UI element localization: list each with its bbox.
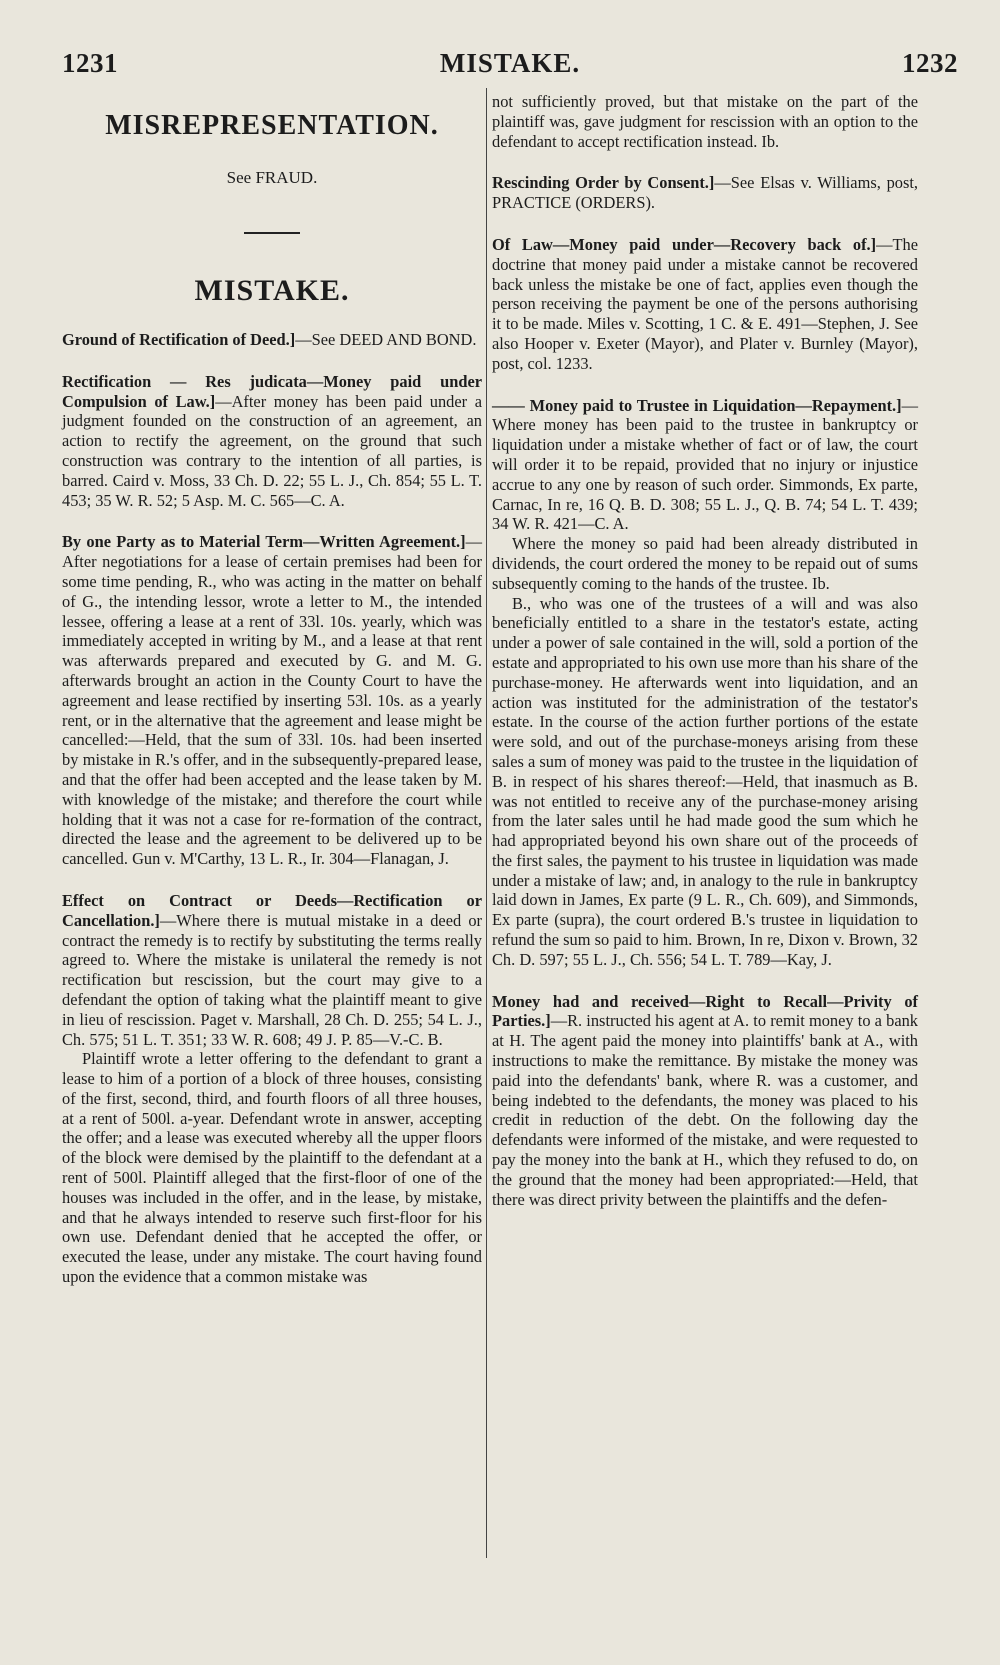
entry-of-law-money-paid	[492, 235, 918, 374]
entry-money-had-and-received	[492, 992, 918, 1210]
entry-heading: Ground of Rectification of Deed.]	[62, 330, 296, 349]
entry-heading: Rescinding Order by Consent.]	[492, 173, 715, 193]
entry-text: —The doctrine that money paid under a mistake cannot be recovered back unless the mistake be one of fact, applies even though the person receiving the payment be one of the persons authorising it to be made. Miles v. Scotting, 1 C. & E. 491—Stephen, J. See also Hooper v. Exeter (Mayor), and Plater v. Burnley (Mayor), post, col. 1233.	[492, 234, 918, 373]
paragraph-continued: not sufficiently proved, but that mistake on the part of the plaintiff was, gave judgment for rescission with an option to the defendant to accept rectification instead. Ib.	[492, 92, 918, 151]
entry-heading: Rectification — Res judicata—Money paid under Compulsion of Law.]	[62, 371, 482, 411]
section-divider	[244, 232, 300, 234]
entry-heading: Money had and received—Right to Recall—Privity of Parties.]	[492, 991, 918, 1031]
entry-heading: By one Party as to Material Term—Written Agreement.]	[62, 532, 466, 552]
entry-text: —Where money has been paid to the trustee in bankruptcy or liquidation under a mistake whether of fact or of law, the court will order it to be repaid, provided that no injury or injustice accrue to any one by reason of such order. Simmonds, Ex parte, Carnac, In re, 16 Q. B. D. 308; 55 L. J., Q. B. 74; 54 L. T. 439; 34 W. R. 421—C. A.	[492, 395, 918, 534]
entry-text: —See Elsas v. Williams, post, PRACTICE (ORDERS).	[492, 173, 918, 213]
entry-effect-on-contract	[62, 891, 482, 1049]
entry-text: —After money has been paid under a judgment founded on the construction of an agreement, an action to rectify the agreement, on the ground that such construction was contrary to the intention of all parties, is barred. Caird v. Moss, 33 Ch. D. 22; 55 L. J., Ch. 854; 55 L. T. 453; 35 W. R. 52; 5 Asp. M. C. 565—C. A.	[62, 391, 482, 510]
entry-rescinding-order	[492, 173, 918, 213]
left-page-number: 1231	[62, 48, 118, 78]
heading-mistake: MISTAKE.	[194, 274, 350, 307]
entry-ground-of-rectification	[62, 330, 482, 350]
running-title: MISTAKE.	[439, 48, 581, 78]
entry-heading: Of Law—Money paid under—Recovery back of.]	[492, 234, 877, 254]
see-fraud-reference: See FRAUD.	[226, 168, 318, 187]
entry-money-paid-to-trustee	[492, 396, 918, 535]
right-page-number: 1232	[902, 48, 958, 78]
entry-text: —R. instructed his agent at A. to remit money to a bank at H. The agent paid the money into plaintiffs' bank at A., with instructions to make the remittance. By mistake the money was paid into the defendants' bank, where R. was a customer, and being indebted to the defendants, the money was placed to his credit in reduction of the debt. On the following day the defendants were informed of the mistake, and were requested to pay the money into the bank at H., which they refused to do, on the ground that the money had been appropriated:—Held, that there was direct privity between the plaintiffs and the defen-	[492, 1011, 918, 1209]
heading-misrepresentation: MISREPRESENTATION.	[105, 110, 439, 141]
right-column	[492, 88, 918, 1665]
columns	[62, 88, 958, 1665]
entry-rectification-res-judicata	[62, 372, 482, 511]
paragraph-money-distributed: Where the money so paid had been already distributed in dividends, the court ordered the money to be repaid out of sums subsequently coming to the hands of the trustee. Ib.	[492, 534, 918, 593]
entry-by-one-party	[62, 532, 482, 869]
entry-text: —Where there is mutual mistake in a deed or contract the remedy is to rectify by substituting the terms really agreed to. Where the mistake is unilateral the remedy is not rectification but rescission, but the court may give to a defendant the option of taking what the plaintiff meant to give in lieu of rescission. Paget v. Marshall, 28 Ch. D. 255; 54 L. J., Ch. 575; 51 L. T. 351; 33 W. R. 608; 49 J. P. 85—V.-C. B.	[62, 910, 482, 1049]
entry-text: —See DEED AND BOND.	[295, 330, 477, 349]
left-column	[62, 88, 482, 1665]
column-divider	[486, 88, 487, 1558]
entry-text: —After negotiations for a lease of certain premises had been for some time pending, R., who was acting in the matter on behalf of G., the intending lessor, wrote a letter to M., the intended lessee, offering a lease at a rent of 33l. 10s. yearly, which was immediately accepted in writing by M., and a lease at that rent was afterwards prepared and executed by G. and M. G. afterwards brought an action in the County Court to have the agreement and lease rectified by inserting 53l. 10s. as a yearly rent, or in the alternative that the agreement and lease might be cancelled:—Held, that the sum of 33l. 10s. had been inserted by mistake in R.'s offer, and in the subsequently-prepared lease, and that the offer had been accepted and the lease taken by M. with knowledge of the mistake; and therefore the court while holding that it was not a case for re-formation of the contract, directed the lease and the agreement to be delivered up to be cancelled. Gun v. M'Carthy, 13 L. R., Ir. 304—Flanagan, J.	[62, 532, 482, 869]
paragraph-b-trustee: B., who was one of the trustees of a will and was also beneficially entitled to a share in the testator's estate, acting under a power of sale contained in the will, sold a portion of the estate and appropriated to his own use more than his share of the purchase-money. He afterwards went into liquidation, and an action was instituted for the administration of the testator's estate. In the course of the action further portions of the estate were sold, and out of the purchase-moneys arising from these sales a sum of money was paid to the trustee in the liquidation of B. in respect of his shares thereof:—Held, that inasmuch as B. was not entitled to receive any of the purchase-money arising from the later sales until he had made good the sum which he had appropriated beyond his own share out of the proceeds of the first sales, the payment to his trustee in liquidation was made under a mistake of law; and, in analogy to the rule in bankruptcy laid down in James, Ex parte (9 L. R., Ch. 609), and Simmonds, Ex parte (supra), the court ordered B.'s trustee in liquidation to refund the sum so paid to him. Brown, In re, Dixon v. Brown, 32 Ch. D. 597; 55 L. J., Ch. 556; 54 L. T. 789—Kay, J.	[492, 593, 918, 969]
page-header	[62, 38, 958, 90]
paragraph-plaintiff-wrote: Plaintiff wrote a letter offering to the defendant to grant a lease to him of a portion of a block of three houses, consisting of the first, second, third, and fourth floors of all three houses, at a rent of 500l. a-year. Defendant wrote in answer, accepting the offer; and a lease was executed whereby all the upper floors of the block were demised by the plaintiff to the defendant at a rent of 500l. Plaintiff alleged that the first-floor of one of the houses was included in the offer, and in the lease, by mistake, and that he always intended to reserve such first-floor for his own use. Defendant denied that he accepted the offer, or executed the lease, under any mistake. The court having found upon the evidence that a common mistake was	[62, 1049, 482, 1287]
entry-heading: Effect on Contract or Deeds—Rectification or Cancellation.]	[62, 890, 482, 930]
entry-heading: —— Money paid to Trustee in Liquidation—Repayment.]	[492, 395, 902, 415]
